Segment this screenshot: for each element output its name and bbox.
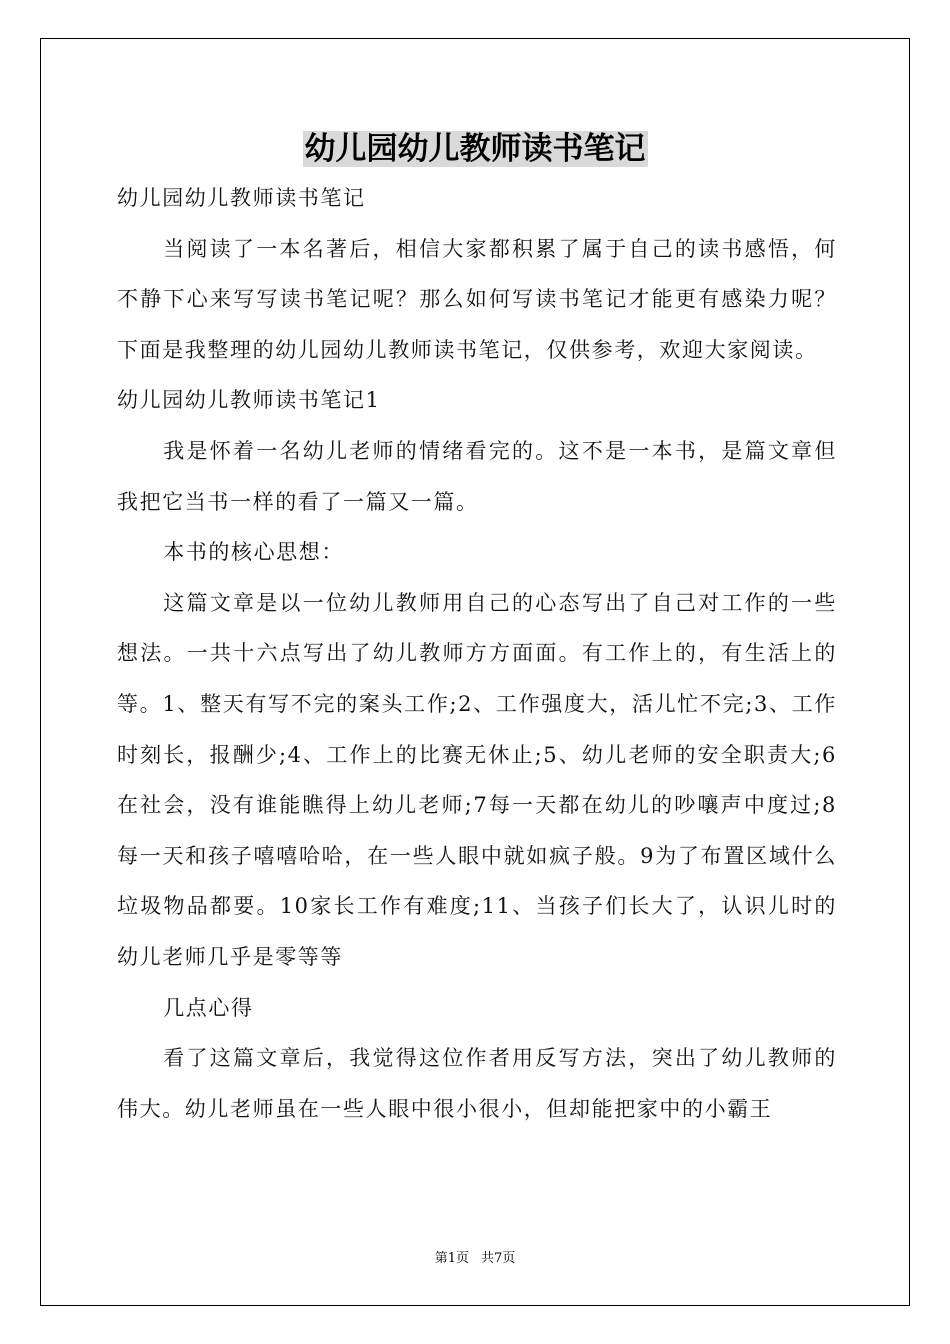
insights-heading: 几点心得 — [163, 995, 254, 1020]
body-paragraph: 这篇文章是以一位幼儿教师用自己的心态写出了自己对工作的一些想法。一共十六点写出了幼儿教师方方面面。有工作上的，有生活上的等。1、整天有写不完的案头工作;2、工作强度大，活儿忙不完;3、工作时刻长，报酬少;4、工作上的比赛无休止;5、幼儿老师的安全职责大;6在社会，没有谁能瞧得上幼儿老师;7每一天都在幼儿的吵嚷声中度过;8每一天和孩子嘻嘻哈哈，在一些人眼中就如疯子般。9为了布置区域什么垃圾物品都要。10家长工作有难度;11、当孩子们长大了，认识儿时的幼儿老师几乎是零等等 — [117, 590, 837, 969]
document-body — [117, 173, 837, 1134]
title-text: 幼儿园幼儿教师读书笔记 — [304, 131, 646, 167]
section-heading-1: 幼儿园幼儿教师读书笔记1 — [117, 388, 381, 413]
intro-paragraph: 当阅读了一本名著后，相信大家都积累了属于自己的读书感悟，何不静下心来写写读书笔记呢？那么如何写读书笔记才能更有感染力呢？下面是我整理的幼儿园幼儿教师读书笔记，仅供参考，欢迎大家阅读。 — [117, 236, 837, 362]
page-number: 第1页 — [434, 1251, 469, 1266]
body-paragraph: 我是怀着一名幼儿老师的情绪看完的。这不是一本书，是篇文章但我把它当书一样的看了一篇又一篇。 — [117, 438, 837, 514]
page-footer — [0, 1247, 950, 1266]
subtitle-heading: 幼儿园幼儿教师读书笔记 — [117, 186, 366, 210]
body-paragraph: 看了这篇文章后，我觉得这位作者用反写方法，突出了幼儿教师的伟大。幼儿老师虽在一些人眼中很小很小，但却能把家中的小霸王 — [117, 1046, 837, 1121]
document-title — [0, 125, 950, 173]
page-total: 共7页 — [481, 1251, 516, 1266]
core-idea-heading: 本书的核心思想： — [163, 540, 344, 565]
